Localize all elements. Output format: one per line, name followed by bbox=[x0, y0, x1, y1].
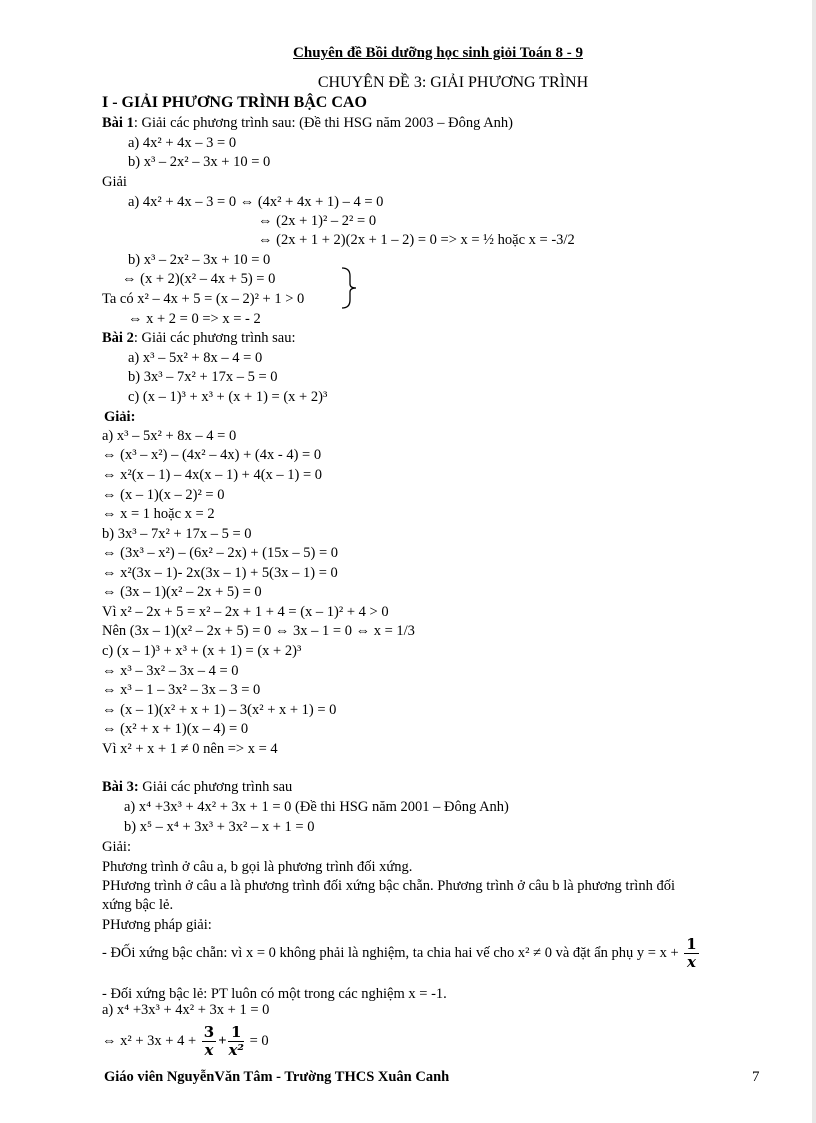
line-text: ⇔ x²(3x – 1)- 2x(3x – 1) + 5(3x – 1) = 0 bbox=[102, 565, 338, 581]
exercise-label: Bài 1 bbox=[102, 115, 134, 131]
text-line bbox=[102, 427, 236, 445]
line-text: : Giải các phương trình sau: (Đề thi HSG năm 2003 – Đông Anh) bbox=[133, 115, 514, 131]
text-line bbox=[102, 740, 278, 758]
line-text: b) x³ – 2x² – 3x + 10 = 0 bbox=[128, 154, 271, 170]
text-line bbox=[102, 916, 212, 934]
equation-tail: = 0 bbox=[249, 1032, 269, 1049]
text-line bbox=[128, 310, 261, 328]
fraction-denominator: x² bbox=[228, 1041, 244, 1059]
exercise-label: Bài 3: bbox=[102, 779, 139, 795]
line-text: ⇔ x + 2 = 0 => x = - 2 bbox=[128, 311, 261, 327]
footer-author: Giáo viên NguyễnVăn Tâm - Trường THCS Xuân Canh bbox=[104, 1069, 450, 1085]
text-line bbox=[258, 231, 575, 249]
line-text: ⇔ x²(x – 1) – 4x(x – 1) + 4(x – 1) = 0 bbox=[102, 467, 323, 483]
line-text: a) x³ – 5x² + 8x – 4 = 0 bbox=[102, 428, 237, 444]
text-line bbox=[128, 193, 383, 211]
exercise-label: Bài 2 bbox=[102, 330, 134, 346]
text-line bbox=[124, 818, 314, 836]
line-text: - Đối xứng bậc lẻ: PT luôn có một trong các nghiệm x = -1. bbox=[102, 986, 447, 1002]
line-text: ⇔ (2x + 1)² – 2² = 0 bbox=[258, 213, 377, 229]
line-text: ⇔ x³ – 1 – 3x² – 3x – 3 = 0 bbox=[102, 682, 261, 698]
line-text: PHương pháp giải: bbox=[102, 917, 212, 933]
text-line bbox=[102, 681, 260, 699]
text-line bbox=[102, 525, 252, 543]
even-symmetric-text: - ĐỐi xứng bậc chẵn: vì x = 0 không phải là nghiệm, ta chia hai vế cho x² ≠ 0 và đặt ẩn phụ y = x + bbox=[102, 944, 679, 961]
topic-title: CHUYÊN ĐỀ 3: GIẢI PHƯƠNG TRÌNH bbox=[317, 74, 589, 91]
text-line bbox=[102, 720, 248, 738]
line-text: : Giải các phương trình sau: bbox=[133, 330, 296, 346]
text-line bbox=[128, 251, 270, 269]
text-line bbox=[102, 446, 321, 464]
line-text: Phương trình ở câu a, b gọi là phương trình đối xứng. bbox=[102, 859, 413, 875]
line-text: Giải bbox=[102, 174, 127, 190]
text-line bbox=[128, 349, 262, 367]
fraction-denominator: x bbox=[687, 953, 696, 971]
line-text: b) 3x³ – 7x² + 17x – 5 = 0 bbox=[102, 526, 252, 542]
text-line bbox=[102, 778, 292, 796]
line-text: Ta có x² – 4x + 5 = (x – 2)² + 1 > 0 bbox=[102, 291, 305, 307]
text-line bbox=[104, 408, 135, 426]
text-line bbox=[102, 896, 173, 914]
text-line bbox=[102, 544, 338, 562]
text-line bbox=[102, 838, 131, 856]
text-line bbox=[102, 642, 301, 660]
line-text: ⇔ x = 1 hoặc x = 2 bbox=[102, 506, 215, 522]
text-line bbox=[128, 388, 327, 406]
text-line bbox=[102, 466, 322, 484]
fraction-numerator: 1 bbox=[228, 1024, 244, 1042]
text-line bbox=[102, 701, 336, 719]
text-line bbox=[102, 583, 262, 601]
fraction-three-over-x bbox=[202, 1024, 216, 1059]
fraction-denominator: x bbox=[204, 1041, 214, 1059]
line-text: PHương trình ở câu a là phương trình đối xứng bậc chẵn. Phương trình ở câu b là phương trình đối bbox=[102, 878, 675, 894]
text-line bbox=[128, 134, 236, 152]
text-line bbox=[102, 858, 412, 876]
fraction-numerator: 1 bbox=[686, 935, 697, 953]
fraction-numerator: 3 bbox=[203, 1023, 215, 1041]
line-text: a) 4x² + 4x – 3 = 0 ⇔ (4x² + 4x + 1) – 4 = 0 bbox=[128, 194, 384, 210]
line-text: ⇔ (3x³ – x²) – (6x² – 2x) + (15x – 5) = 0 bbox=[102, 545, 338, 561]
line-text: ⇔ x³ – 3x² – 3x – 4 = 0 bbox=[102, 663, 239, 679]
line-text: a) x⁴ +3x³ + 4x² + 3x + 1 = 0 bbox=[102, 1002, 270, 1018]
equation-line bbox=[102, 1024, 269, 1059]
text-line bbox=[102, 603, 389, 621]
line-text: Giải các phương trình sau bbox=[138, 779, 293, 795]
line-text: Vì x² – 2x + 5 = x² – 2x + 1 + 4 = (x – 1)² + 4 > 0 bbox=[102, 604, 389, 620]
line-text: a) 4x² + 4x – 3 = 0 bbox=[128, 135, 237, 151]
line-text: a) x³ – 5x² + 8x – 4 = 0 bbox=[128, 350, 263, 366]
text-line bbox=[102, 505, 215, 523]
exercise-label: Giải: bbox=[104, 409, 136, 425]
text-line bbox=[102, 622, 415, 640]
text-line bbox=[102, 114, 513, 132]
text-line bbox=[128, 368, 278, 386]
text-line bbox=[102, 486, 224, 504]
line-text: ⇔ (3x – 1)(x² – 2x + 5) = 0 bbox=[102, 584, 262, 600]
right-brace bbox=[340, 266, 360, 310]
text-line bbox=[102, 1001, 269, 1019]
line-text: ⇔ (x + 2)(x² – 4x + 5) = 0 bbox=[122, 271, 276, 287]
plus-sign: + bbox=[218, 1032, 227, 1049]
text-line bbox=[102, 662, 239, 680]
line-text: xứng bậc lẻ. bbox=[102, 897, 174, 913]
text-line bbox=[102, 564, 338, 582]
page-number: 7 bbox=[752, 1069, 760, 1085]
equation-text: ⇔ x² + 3x + 4 + bbox=[102, 1032, 197, 1049]
text-line bbox=[102, 290, 304, 308]
line-text: Giải: bbox=[102, 839, 131, 855]
text-line bbox=[128, 153, 270, 171]
fraction-one-over-x-squared bbox=[228, 1024, 244, 1059]
line-text: b) 3x³ – 7x² + 17x – 5 = 0 bbox=[128, 369, 278, 385]
line-text: ⇔ (x – 1)(x² + x + 1) – 3(x² + x + 1) = 0 bbox=[102, 702, 337, 718]
fraction-one-over-x bbox=[684, 936, 698, 971]
text-line bbox=[258, 212, 376, 230]
line-text: Vì x² + x + 1 ≠ 0 nên => x = 4 bbox=[102, 741, 278, 757]
page-edge bbox=[812, 0, 816, 1123]
section-title: I - GIẢI PHƯƠNG TRÌNH BẬC CAO bbox=[102, 94, 367, 111]
line-text: ⇔ (2x + 1 + 2)(2x + 1 – 2) = 0 => x = ½ hoặc x = -3/2 bbox=[258, 232, 575, 248]
text-line bbox=[124, 798, 509, 816]
line-text: Nên (3x – 1)(x² – 2x + 5) = 0 ⇔ 3x – 1 = 0 ⇔ x = 1/3 bbox=[102, 623, 415, 639]
text-line bbox=[122, 270, 275, 288]
line-text: a) x⁴ +3x³ + 4x² + 3x + 1 = 0 (Đề thi HSG năm 2001 – Đông Anh) bbox=[124, 799, 509, 815]
page-header: Chuyên đề Bồi dưỡng học sinh giỏi Toán 8 - 9 bbox=[293, 45, 583, 61]
even-symmetric-line bbox=[102, 936, 701, 971]
text-line bbox=[102, 877, 675, 895]
line-text: ⇔ (x – 1)(x – 2)² = 0 bbox=[102, 487, 225, 503]
line-text: c) (x – 1)³ + x³ + (x + 1) = (x + 2)³ bbox=[102, 643, 302, 659]
line-text: ⇔ (x² + x + 1)(x – 4) = 0 bbox=[102, 721, 249, 737]
text-line bbox=[102, 329, 296, 347]
line-text: b) x³ – 2x² – 3x + 10 = 0 bbox=[128, 252, 271, 268]
text-line bbox=[102, 173, 127, 191]
line-text: b) x⁵ – x⁴ + 3x³ + 3x² – x + 1 = 0 bbox=[124, 819, 315, 835]
line-text: c) (x – 1)³ + x³ + (x + 1) = (x + 2)³ bbox=[128, 389, 328, 405]
line-text: ⇔ (x³ – x²) – (4x² – 4x) + (4x - 4) = 0 bbox=[102, 447, 322, 463]
